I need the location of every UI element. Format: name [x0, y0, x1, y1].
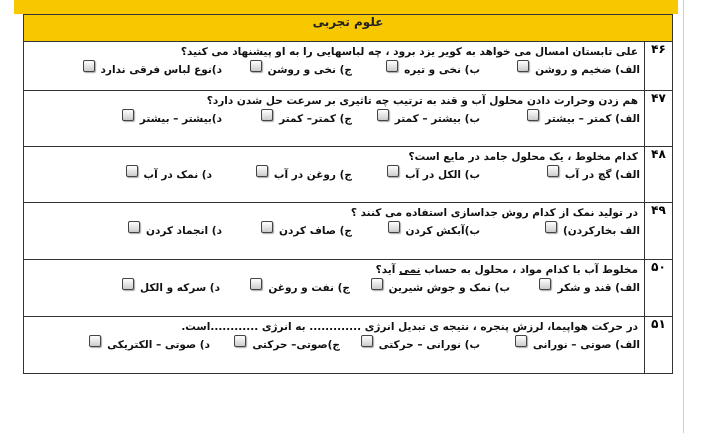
option-label: ج) صاف کردن [279, 225, 352, 237]
question-text: هم زدن وحرارت دادن محلول آب و قند به ترتیب چه تاثیری بر سرعت حل شدن دارد؟ [206, 95, 638, 107]
options-row [24, 333, 644, 351]
question-cell [24, 317, 645, 374]
question-row-46 [24, 42, 673, 91]
options-row [24, 107, 644, 125]
question-cell [24, 91, 645, 147]
checkbox[interactable] [515, 335, 527, 347]
checkbox[interactable] [250, 278, 262, 290]
option-c[interactable] [210, 339, 340, 351]
question-cell [24, 42, 645, 91]
option-a[interactable] [480, 64, 640, 76]
option-label: د) نمک در آب [143, 169, 212, 181]
question-text: در حرکت هواپیما، لرزش پنجره ، نتیجه ی تبدیل انرژی ............. به انرژی ............است. [181, 321, 638, 333]
option-label: ب) نمک و جوش شیرین [388, 282, 510, 294]
option-label: الف بخارکردن) [563, 225, 640, 237]
checkbox[interactable] [361, 335, 373, 347]
checkbox[interactable] [256, 165, 268, 177]
checkbox[interactable] [377, 109, 389, 121]
question-text-part: آید؟ [375, 264, 399, 276]
option-a[interactable] [480, 225, 640, 237]
option-a[interactable] [480, 169, 640, 181]
options-row [24, 276, 644, 294]
question-number: ۵۰ [645, 260, 673, 317]
option-a[interactable] [510, 282, 640, 294]
checkbox[interactable] [234, 335, 246, 347]
question-cell [24, 147, 645, 203]
checkbox[interactable] [547, 165, 559, 177]
option-a[interactable] [480, 113, 640, 125]
option-d[interactable] [126, 169, 212, 181]
question-row-49 [24, 203, 673, 260]
option-label: د) انجماد کردن [146, 225, 222, 237]
question-cell [24, 203, 645, 260]
option-label: ج) روغن در آب [273, 169, 352, 181]
option-label: ب) بیشتر – کمتر [394, 113, 480, 125]
question-number: ۴۶ [645, 42, 673, 91]
checkbox[interactable] [388, 221, 400, 233]
checkbox[interactable] [386, 60, 398, 72]
options-row [24, 219, 644, 237]
option-label: ب)آبکش کردن [405, 225, 480, 237]
question-row-50 [24, 260, 673, 317]
option-label: الف) صوتی – نورانی [532, 339, 640, 351]
option-label: د) سرکه و الکل [139, 282, 220, 294]
option-label: ب) الکل در آب [405, 169, 480, 181]
section-title: علوم تجربی [24, 15, 673, 42]
option-label: د)بیشتر – بیشتر [139, 113, 222, 125]
checkbox[interactable] [539, 278, 551, 290]
option-label: د) صوتی – الکتریکی [107, 339, 210, 351]
question-number: ۴۹ [645, 203, 673, 260]
question-text: در تولید نمک از کدام روش جداسازی استفاده می کنند ؟ [350, 207, 638, 219]
option-label: ج) نخی و روشن [267, 64, 352, 76]
question-number: ۴۷ [645, 91, 673, 147]
question-number: ۴۸ [645, 147, 673, 203]
option-label: الف) کمتر – بیشتر [545, 113, 640, 125]
questions-table [23, 14, 673, 374]
option-c[interactable] [212, 169, 352, 181]
checkbox[interactable] [126, 165, 138, 177]
option-b[interactable] [352, 225, 480, 237]
options-row [24, 58, 644, 76]
option-d[interactable] [122, 113, 222, 125]
option-d[interactable] [122, 282, 220, 294]
option-label: ج)صوتی– حرکتی [252, 339, 340, 351]
question-text: علی تابستان امسال می خواهد به کویر یزد برود ، چه لباسهایی را به او پیشنهاد می کنید؟ [180, 46, 638, 58]
option-d[interactable] [83, 64, 222, 76]
option-label: الف) گچ در آب [564, 169, 640, 181]
option-c[interactable] [222, 113, 352, 125]
question-text: کدام مخلوط ، یک محلول جامد در مایع است؟ [408, 151, 638, 163]
top-header-strip [14, 0, 678, 14]
checkbox[interactable] [371, 278, 383, 290]
checkbox[interactable] [261, 109, 273, 121]
option-label: الف) ضخیم و روشن [535, 64, 640, 76]
checkbox[interactable] [83, 60, 95, 72]
option-label: الف) قند و شکر [557, 282, 640, 294]
section-header-row [24, 15, 673, 42]
option-b[interactable] [340, 339, 480, 351]
option-c[interactable] [222, 225, 352, 237]
question-text-part: مخلوط آب با کدام مواد ، محلول به حساب [420, 264, 638, 276]
checkbox[interactable] [517, 60, 529, 72]
question-row-51 [24, 317, 673, 374]
checkbox[interactable] [128, 221, 140, 233]
checkbox[interactable] [89, 335, 101, 347]
question-number: ۵۱ [645, 317, 673, 374]
option-b[interactable] [352, 169, 480, 181]
question-text [24, 260, 644, 276]
checkbox[interactable] [122, 109, 134, 121]
checkbox[interactable] [545, 221, 557, 233]
option-label: ب) نخی و تیره [404, 64, 480, 76]
option-c[interactable] [222, 64, 352, 76]
option-d[interactable] [89, 339, 210, 351]
option-label: ب) نورانی – حرکتی [378, 339, 480, 351]
option-d[interactable] [128, 225, 222, 237]
options-row [24, 163, 644, 181]
option-a[interactable] [480, 339, 640, 351]
checkbox[interactable] [261, 221, 273, 233]
checkbox[interactable] [250, 60, 262, 72]
checkbox[interactable] [527, 109, 539, 121]
checkbox[interactable] [387, 165, 399, 177]
option-b[interactable] [352, 64, 480, 76]
question-row-47 [24, 91, 673, 147]
question-row-48 [24, 147, 673, 203]
option-label: ج) نفت و روغن [268, 282, 350, 294]
question-cell [24, 260, 645, 317]
underlined-word: نمی [398, 264, 421, 276]
page-edge [683, 0, 684, 433]
option-b[interactable] [350, 282, 510, 294]
checkbox[interactable] [122, 278, 134, 290]
option-label: ج) کمتر– کمتر [279, 113, 352, 125]
option-b[interactable] [352, 113, 480, 125]
option-label: د)نوع لباس فرقی ندارد [100, 64, 222, 76]
option-c[interactable] [220, 282, 350, 294]
